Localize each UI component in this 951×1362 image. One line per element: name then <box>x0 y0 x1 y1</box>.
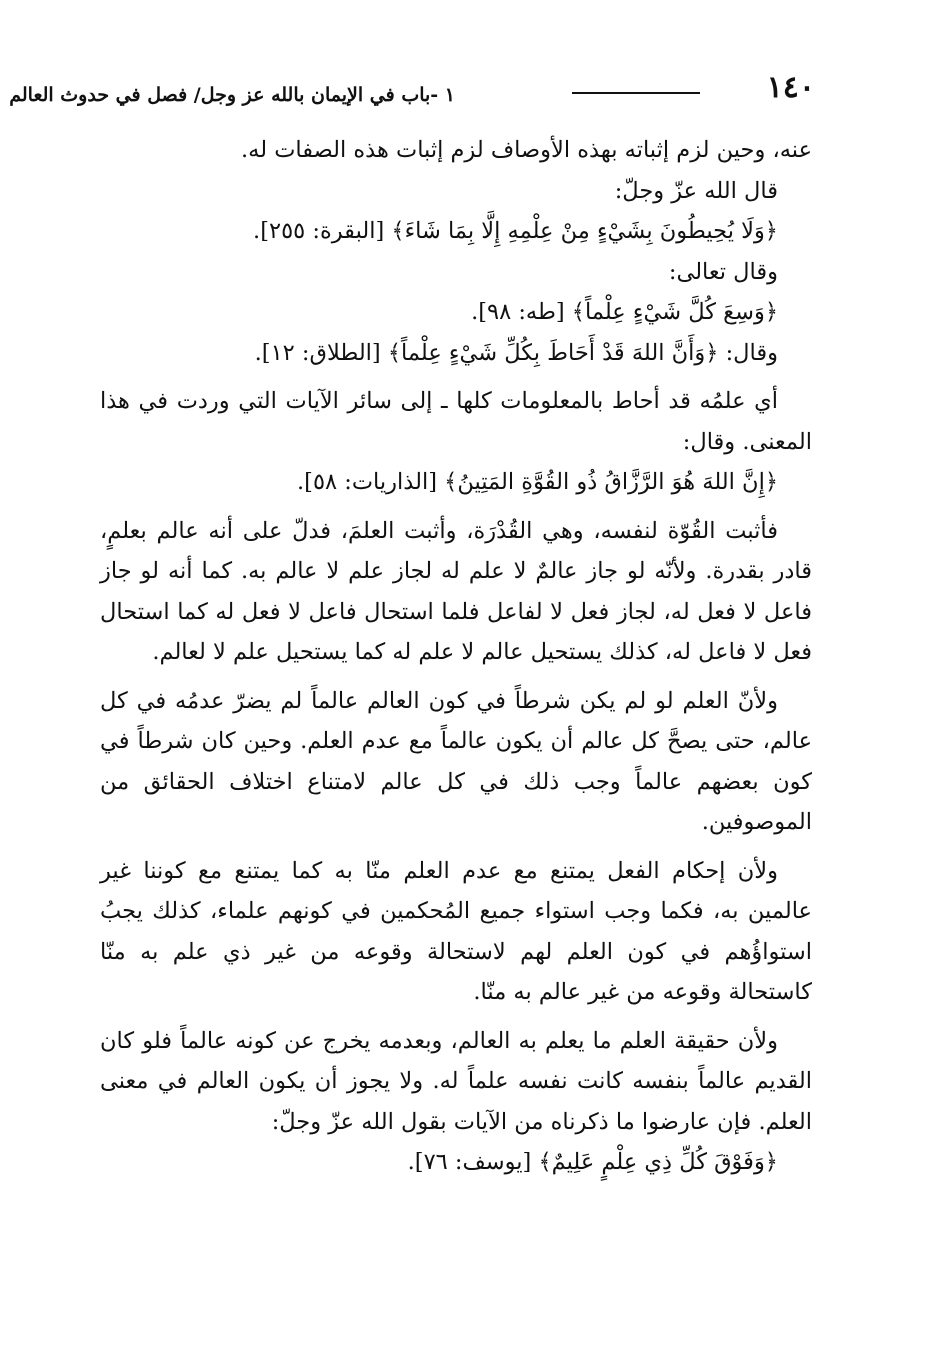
quran-verse: ﴿وَلَا يُحِيطُونَ بِشَيْءٍ مِنْ عِلْمِهِ إِلَّا بِمَا شَاءَ﴾ [البقرة: ٢٥٥]. <box>253 218 778 244</box>
paragraph: عنه، وحين لزم إثباته بهذه الأوصاف لزم إثبات هذه الصفات له. <box>240 137 812 163</box>
quran-verse: ﴿وَسِعَ كُلَّ شَيْءٍ عِلْماً﴾ [طه: ٩٨]. <box>471 299 778 325</box>
paragraph: قال الله عزّ وجلّ: <box>614 177 778 204</box>
quran-verse: وقال: ﴿وَأَنَّ اللهَ قَدْ أَحَاطَ بِكُلِّ شَيْءٍ عِلْماً﴾ [الطلاق: ١٢]. <box>254 339 778 366</box>
page-body <box>100 130 812 1183</box>
paragraph: فأثبت القُوّة لنفسه، وهي القُدْرَة، وأثبت العلمَ، فدلّ على أنه عالم بعلمٍ، قادر بقدرة. ولأنّه لو جاز عالمٌ لا علم له لجاز علم لا عالم به. كما أنه لو جاز فاعل لا فعل له، لجاز فعل لا لفاعل فلما استحال فاعل لا فعل له كما استحال فعل لا فاعل له، كذلك يستحيل عالم لا علم له كما يستحيل علم لا لعالم. <box>100 517 812 665</box>
quran-verse: ﴿إِنَّ اللهَ هُوَ الرَّزَّاقُ ذُو القُوَّةِ المَتِينُ﴾ [الذاريات: ٥٨]. <box>297 469 778 495</box>
paragraph: وقال تعالى: <box>668 258 778 285</box>
running-title: ١ -باب في الإيمان بالله عز وجل/ فصل في حدوث العالم <box>9 84 455 106</box>
paragraph: ولأن حقيقة العلم ما يعلم به العالم، وبعدمه يخرج عن كونه عالماً فلو كان القديم عالماً بنفسه كانت نفسه علماً له. ولا يجوز أن يكون العالم في معنى العلم. فإن عارضوا ما ذكرناه من الآيات بقول الله عزّ وجلّ: <box>100 1027 812 1135</box>
paragraph: ولأنّ العلم لو لم يكن شرطاً في كون العالم عالماً لم يضرّ عدمُه في كل عالم، حتى يصحَّ كل عالم أن يكون عالماً مع عدم العلم. وحين كان شرطاً في كون بعضهم عالماً وجب ذلك في كل عالم لامتناع اختلاف الحقائق من الموصوفين. <box>100 687 812 835</box>
paragraph: ولأن إحكام الفعل يمتنع مع عدم العلم منّا به كما يمتنع مع كوننا غير عالمين به، فكما وجب استواء جميع المُحكمين في كونهم علماء، كذلك يجبُ استواؤُهم في كون العلم لهم لاستحالة وقوعه من غير ذي علم به منّا كاستحالة وقوعه من غير عالم به منّا. <box>100 857 812 1005</box>
page-number: ١٤٠ <box>766 70 815 105</box>
page-header <box>9 66 815 114</box>
paragraph: أي علمُه قد أحاط بالمعلومات كلها ـ إلى سائر الآيات التي وردت في هذا المعنى. وقال: <box>100 388 812 455</box>
quran-verse: ﴿وَفَوْقَ كُلِّ ذِي عِلْمٍ عَلِيمٌ﴾ [يوسف: ٧٦]. <box>407 1149 778 1175</box>
header-rule <box>572 92 700 94</box>
